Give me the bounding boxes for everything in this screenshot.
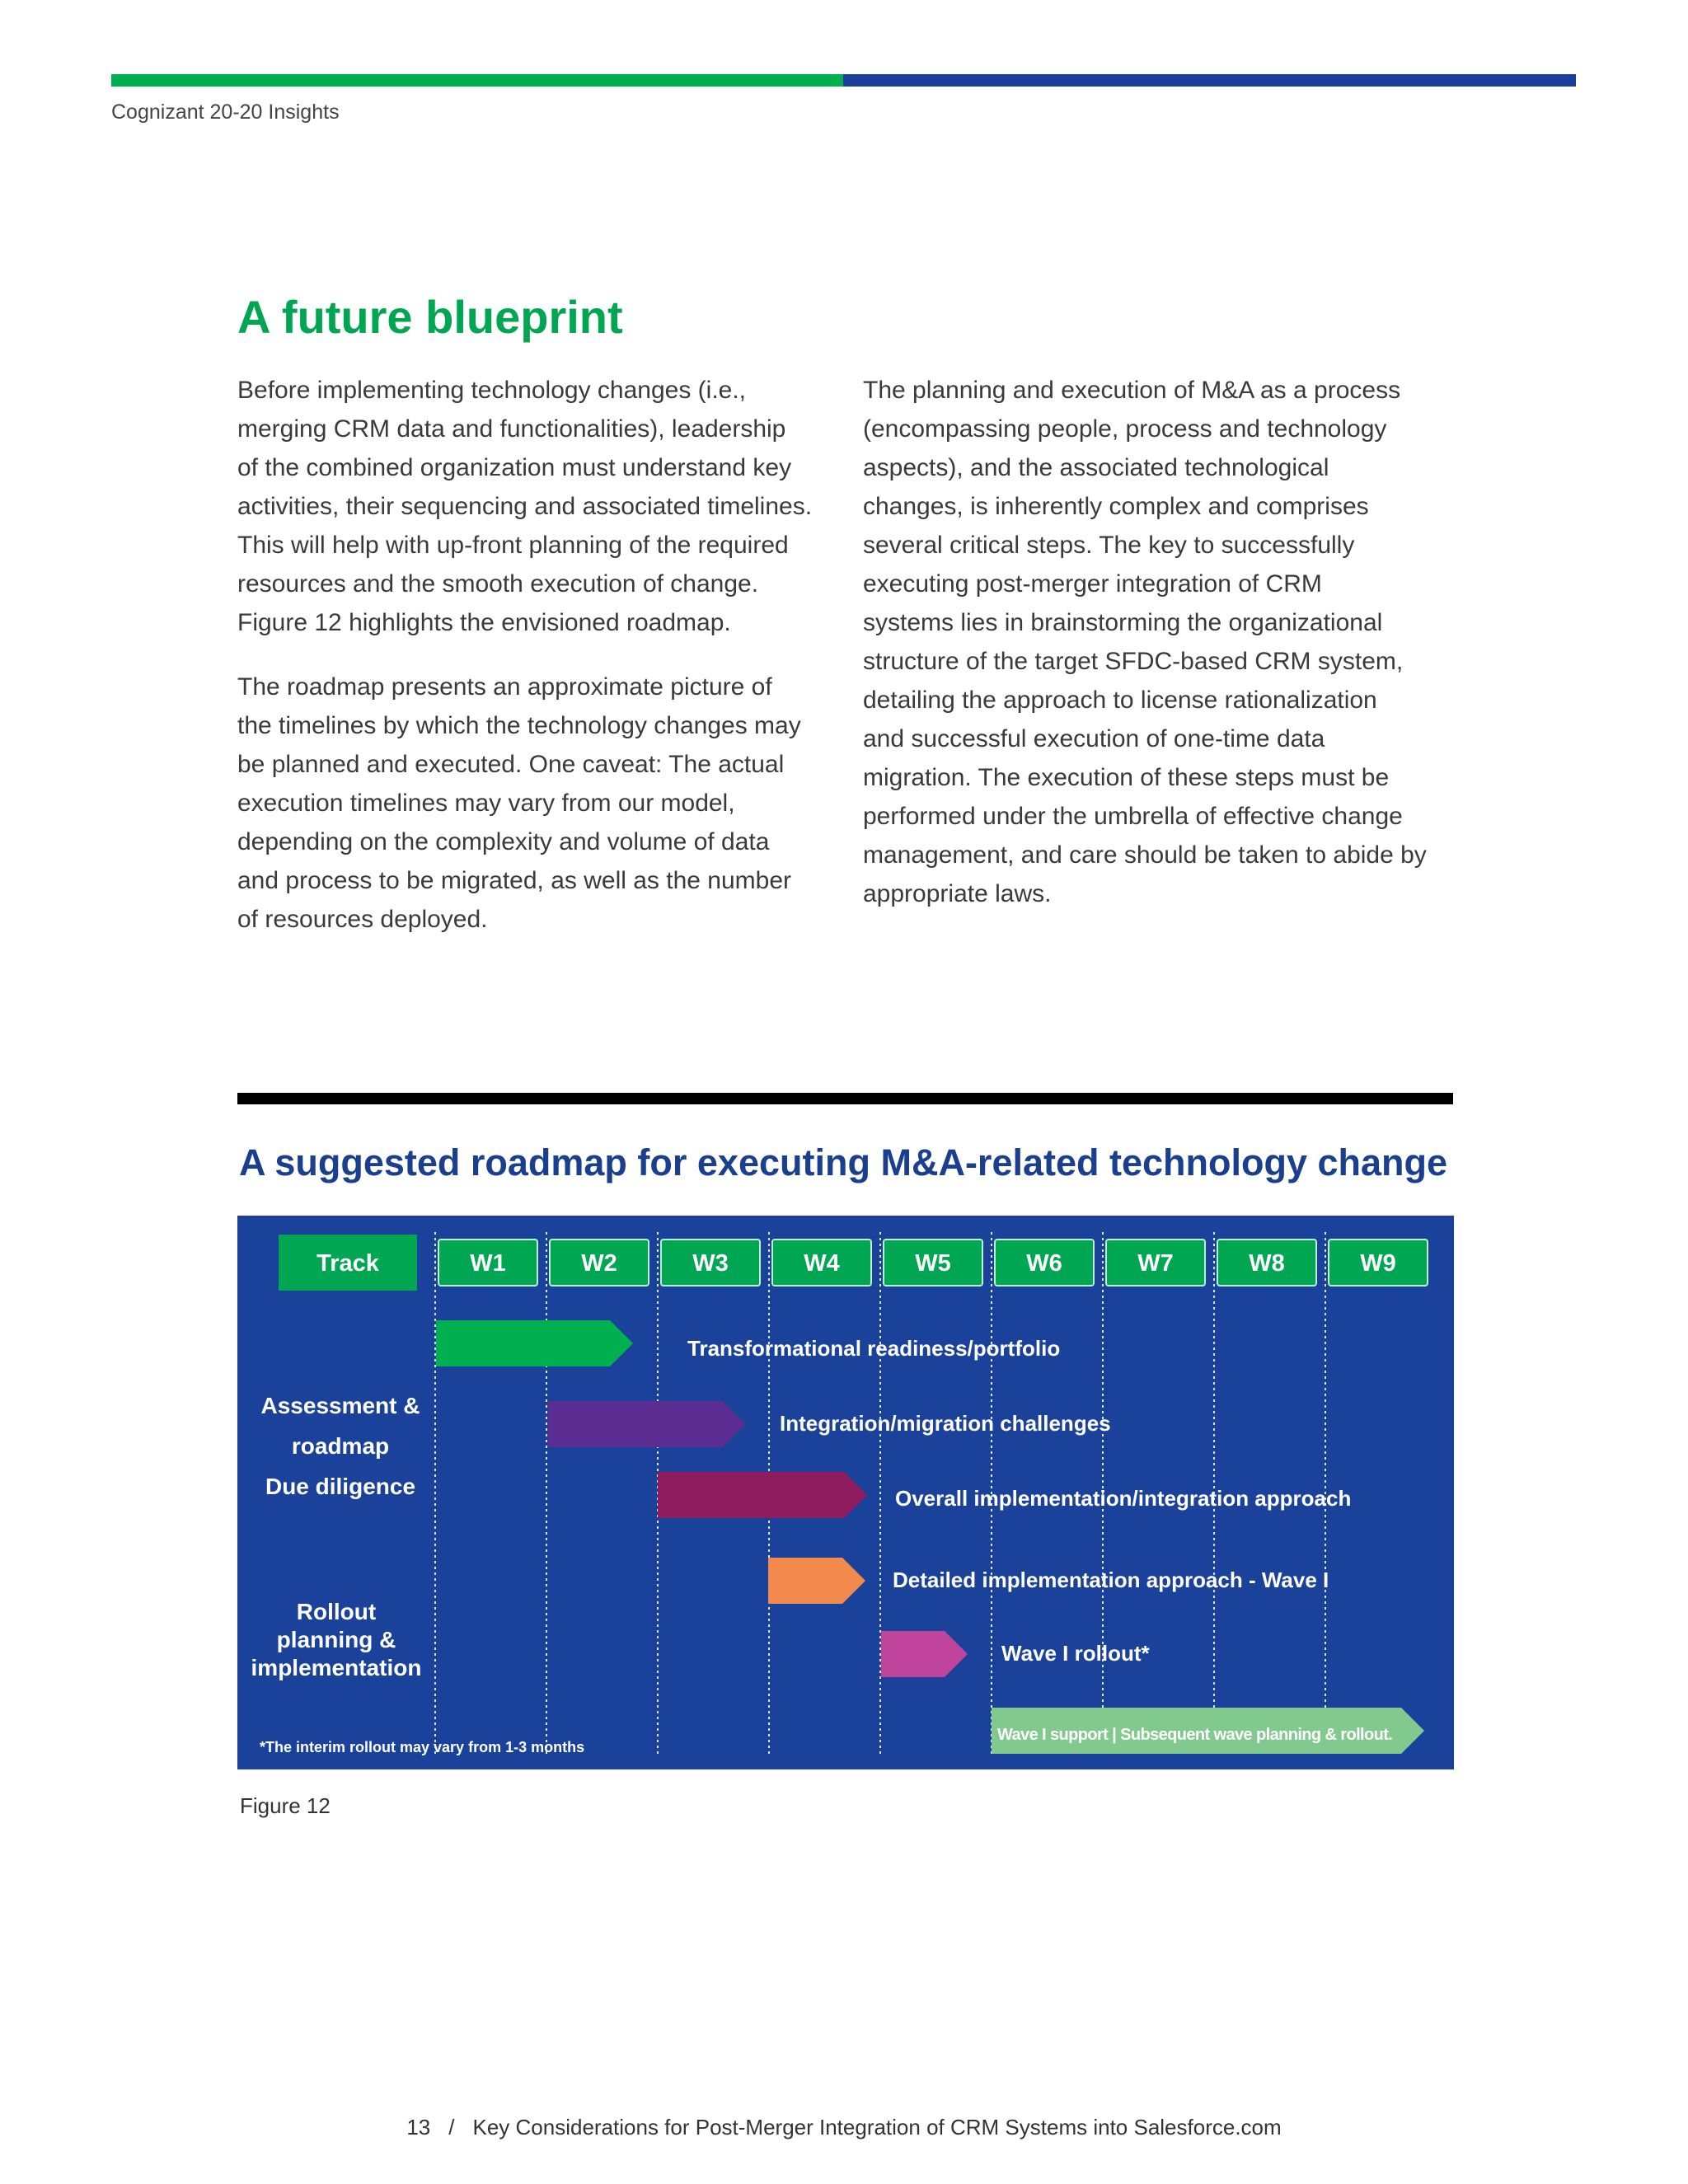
top-bar-blue-segment bbox=[843, 74, 1576, 87]
task-label: Wave I support | Subsequent wave planning & rollout. bbox=[997, 1726, 1393, 1744]
task-label: Transformational readiness/portfolio bbox=[687, 1336, 1061, 1361]
week-header-label: W3 bbox=[692, 1250, 729, 1277]
task-arrow-bar bbox=[768, 1558, 865, 1604]
figure-title: A suggested roadmap for executing M&A-related technology change bbox=[239, 1141, 1448, 1183]
right-column bbox=[863, 371, 1473, 939]
publication-label: Cognizant 20-20 Insights bbox=[111, 101, 340, 124]
roadmap-figure bbox=[237, 1216, 1454, 1769]
left-paragraph-1: Before implementing technology changes (i.e., merging CRM data and functionalities), leadership of the combined organization must understand key activities, their sequencing and associated timelines. This will help with up-front planning of the required resources and the smooth execution of change. Figure 12 highlights the envisioned roadmap. bbox=[237, 377, 813, 636]
week-header-label: W2 bbox=[581, 1250, 617, 1277]
section-title: A future blueprint bbox=[237, 291, 623, 343]
footer-document-title: Key Considerations for Post-Merger Integration of CRM Systems into Salesforce.com bbox=[472, 2115, 1282, 2139]
group-label-assessment-line: Due diligence bbox=[265, 1474, 416, 1499]
task-label: Wave I rollout* bbox=[1001, 1641, 1150, 1666]
group-label-rollout-line: implementation bbox=[251, 1655, 422, 1680]
roadmap-chart bbox=[237, 1216, 1454, 1769]
week-header-label: W6 bbox=[1026, 1250, 1062, 1277]
group-label-rollout-line: Rollout bbox=[296, 1599, 377, 1624]
figure-footnote: *The interim rollout may vary from 1-3 months bbox=[260, 1739, 585, 1755]
task-label: Overall implementation/integration approach bbox=[895, 1486, 1352, 1511]
page-footer bbox=[0, 2115, 1688, 2140]
group-label-assessment-line: roadmap bbox=[291, 1433, 390, 1459]
top-bar-green-segment bbox=[111, 74, 843, 87]
task-label: Detailed implementation approach - Wave I bbox=[893, 1568, 1329, 1592]
section-divider bbox=[237, 1093, 1453, 1104]
top-color-bar bbox=[111, 74, 1576, 87]
right-paragraph-1: The planning and execution of M&A as a process (encompassing people, process and technology aspects), and the associated technological changes, is inherently complex and comprises several critical steps. The key to successfully executing post-merger integration of CRM systems lies in brainstorming the organizational structure of the target SFDC-based CRM system, detailing the approach to license rationalization and successful execution of one-time data migration. The execution of these steps must be performed under the umbrella of effective change management, and care should be taken to abide by appropriate laws. bbox=[863, 377, 1427, 907]
left-column bbox=[237, 371, 847, 964]
week-header-label: W7 bbox=[1137, 1250, 1174, 1277]
task-arrow-bar bbox=[436, 1320, 633, 1366]
week-header-label: W5 bbox=[915, 1250, 951, 1277]
task-arrow-bar bbox=[548, 1401, 745, 1447]
task-arrow-bar bbox=[881, 1631, 968, 1677]
task-arrow-bar bbox=[658, 1472, 867, 1518]
figure-caption: Figure 12 bbox=[240, 1793, 331, 1818]
left-paragraph-2: The roadmap presents an approximate picture of the timelines by which the technology changes may be planned and executed. One caveat: The actual execution timelines may vary from our model, depending on the complexity and volume of data and process to be migrated, as well as the number of resources deployed. bbox=[237, 673, 801, 933]
footer-separator: / bbox=[448, 2115, 455, 2139]
week-header-label: W4 bbox=[804, 1250, 840, 1277]
page-number: 13 bbox=[406, 2115, 431, 2139]
week-header-label: W9 bbox=[1360, 1250, 1396, 1277]
track-header-label: Track bbox=[316, 1250, 379, 1277]
week-header-label: W1 bbox=[470, 1250, 506, 1277]
group-label-assessment-line: Assessment & bbox=[260, 1393, 420, 1418]
week-header-label: W8 bbox=[1249, 1250, 1285, 1277]
task-label: Integration/migration challenges bbox=[780, 1411, 1111, 1436]
group-label-rollout-line: planning & bbox=[276, 1627, 396, 1652]
